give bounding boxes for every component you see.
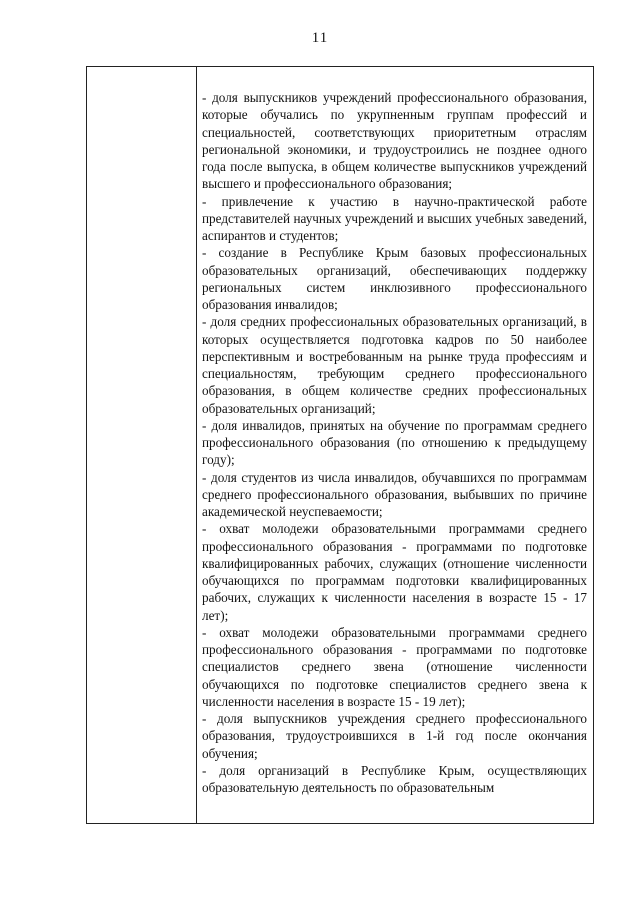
page-number: 11 xyxy=(311,30,329,46)
indicator-item: - доля организаций в Республике Крым, осуществляющих образовательную деятельность по образовательным xyxy=(202,762,587,795)
indicator-item: - охват молодежи образовательными программами среднего профессионального образования - программами по подготовке квалифицированных рабочих, служащих (отношение численности обучающихся по программам подготовки квалифицированных рабочих, служащих к численности населения в возрасте 15 - 17 лет); xyxy=(202,521,587,623)
indicator-item: - доля выпускников учреждения среднего профессионального образования, трудоустроившихся в 1-й год после окончания обучения; xyxy=(202,711,587,761)
indicator-item: - доля выпускников учреждений профессионального образования, которые обучались по укрупненным группам профессий и специальностей, соответствующих приоритетным отраслям региональной экономики, и трудоустроились не позднее одного года после выпуска, в общем количестве выпускников учреждений высшего и профессионального образования; xyxy=(202,90,587,192)
table-cell-left xyxy=(87,67,196,823)
content-table xyxy=(86,66,594,824)
indicator-item: - доля студентов из числа инвалидов, обучавшихся по программам среднего профессионального образования, выбывших по причине академической неуспеваемости; xyxy=(202,469,587,519)
indicator-item: - охват молодежи образовательными программами среднего профессионального образования - программами по подготовке специалистов среднего звена (отношение численности обучающихся по подготовке специалистов среднего звена к численности населения в возрасте 15 - 19 лет); xyxy=(202,624,587,709)
indicator-item: - доля средних профессиональных образовательных организаций, в которых осуществляется подготовка кадров по 50 наиболее перспективным и востребованным на рынке труда профессиям и специальностям, требующим среднего профессионального образования, в общем количестве средних профессиональных образовательных организаций; xyxy=(202,314,587,416)
indicator-item: - привлечение к участию в научно-практической работе представителей научных учреждений и высших учебных заведений, аспирантов и студентов; xyxy=(202,193,587,243)
indicator-item: - доля инвалидов, принятых на обучение по программам среднего профессионального образования (по отношению к предыдущему году); xyxy=(202,417,587,468)
indicator-item: - создание в Республике Крым базовых профессиональных образовательных организаций, обеспечивающих поддержку региональных систем инклюзивного профессионального образования инвалидов; xyxy=(202,245,587,312)
table-cell-right xyxy=(202,89,587,796)
column-divider xyxy=(196,67,197,823)
